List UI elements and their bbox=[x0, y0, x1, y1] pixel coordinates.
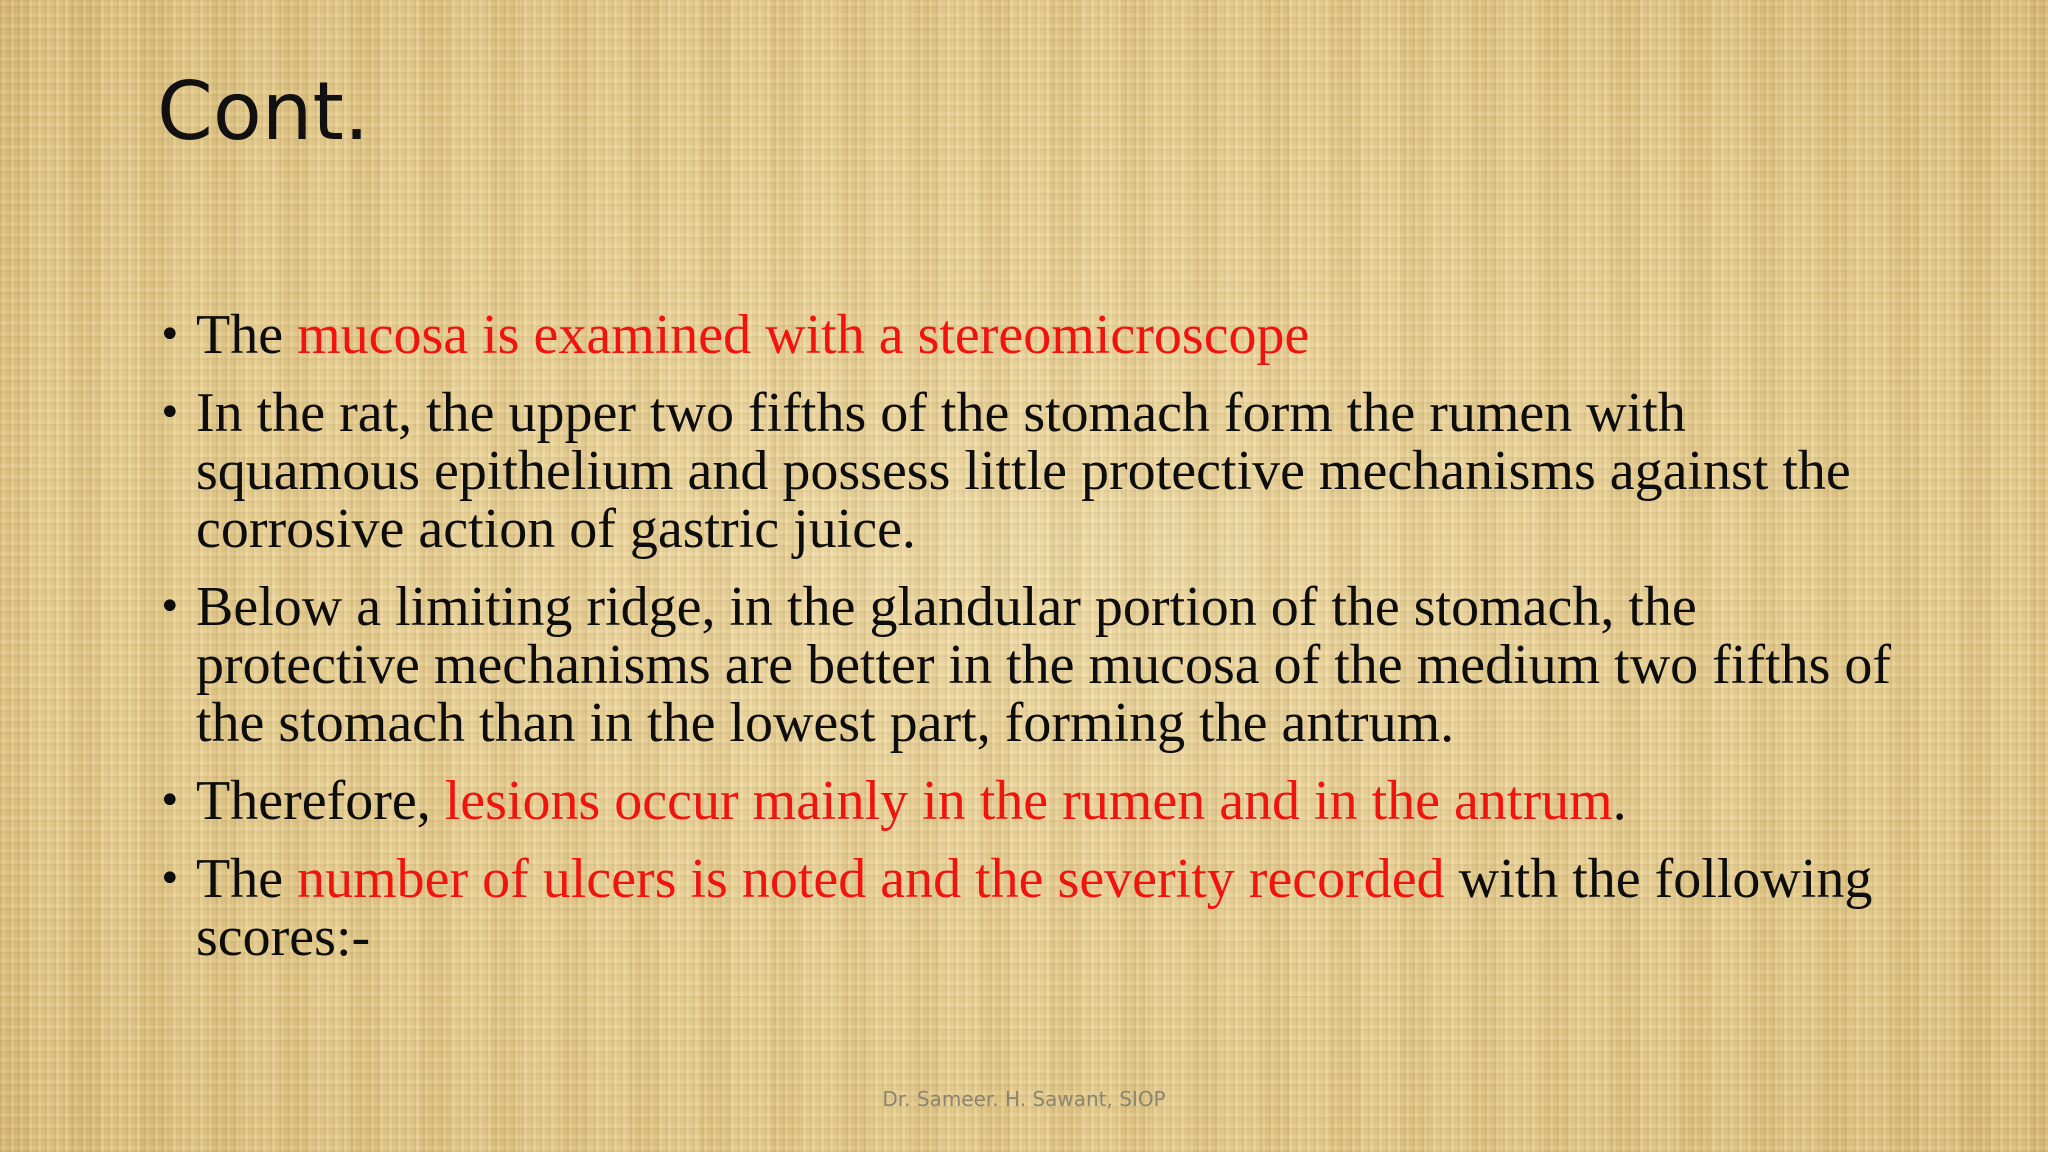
bullet-item bbox=[150, 578, 1910, 752]
bullet-text-segment: The bbox=[196, 304, 298, 366]
bullet-text-segment: The bbox=[196, 848, 298, 910]
bullet-item bbox=[150, 850, 1910, 966]
bullet-text-segment: In the rat, the upper two fifths of the stomach form the rumen with squamous epithelium and possess little protective mechanisms against the corrosive action of gastric juice. bbox=[196, 382, 1851, 560]
bullet-highlight-segment: number of ulcers is noted and the severity recorded bbox=[297, 848, 1445, 910]
slide-footer: Dr. Sameer. H. Sawant, SIOP bbox=[882, 1087, 1166, 1111]
bullet-marker: • bbox=[158, 778, 182, 824]
bullet-highlight-segment: mucosa is examined with a stereomicroscope bbox=[297, 304, 1310, 366]
bullet-marker: • bbox=[158, 390, 182, 436]
bullet-text-segment: . bbox=[1612, 770, 1627, 832]
bullet-text-segment: with the following scores:- bbox=[196, 848, 1873, 968]
bullet-list bbox=[150, 306, 1910, 986]
slide-title: Cont. bbox=[157, 65, 370, 158]
bullet-item bbox=[150, 306, 1910, 364]
bullet-marker: • bbox=[158, 856, 182, 902]
bullet-item bbox=[150, 772, 1910, 830]
bullet-text-segment: Therefore, bbox=[196, 770, 445, 832]
bullet-marker: • bbox=[158, 312, 182, 358]
bullet-highlight-segment: lesions occur mainly in the rumen and in the antrum bbox=[444, 770, 1613, 832]
bullet-item bbox=[150, 384, 1910, 558]
bullet-text-segment: Below a limiting ridge, in the glandular portion of the stomach, the protective mechanisms are better in the mucosa of the medium two fifths of the stomach than in the lowest part, forming the antrum. bbox=[196, 576, 1892, 754]
bullet-marker: • bbox=[158, 584, 182, 630]
